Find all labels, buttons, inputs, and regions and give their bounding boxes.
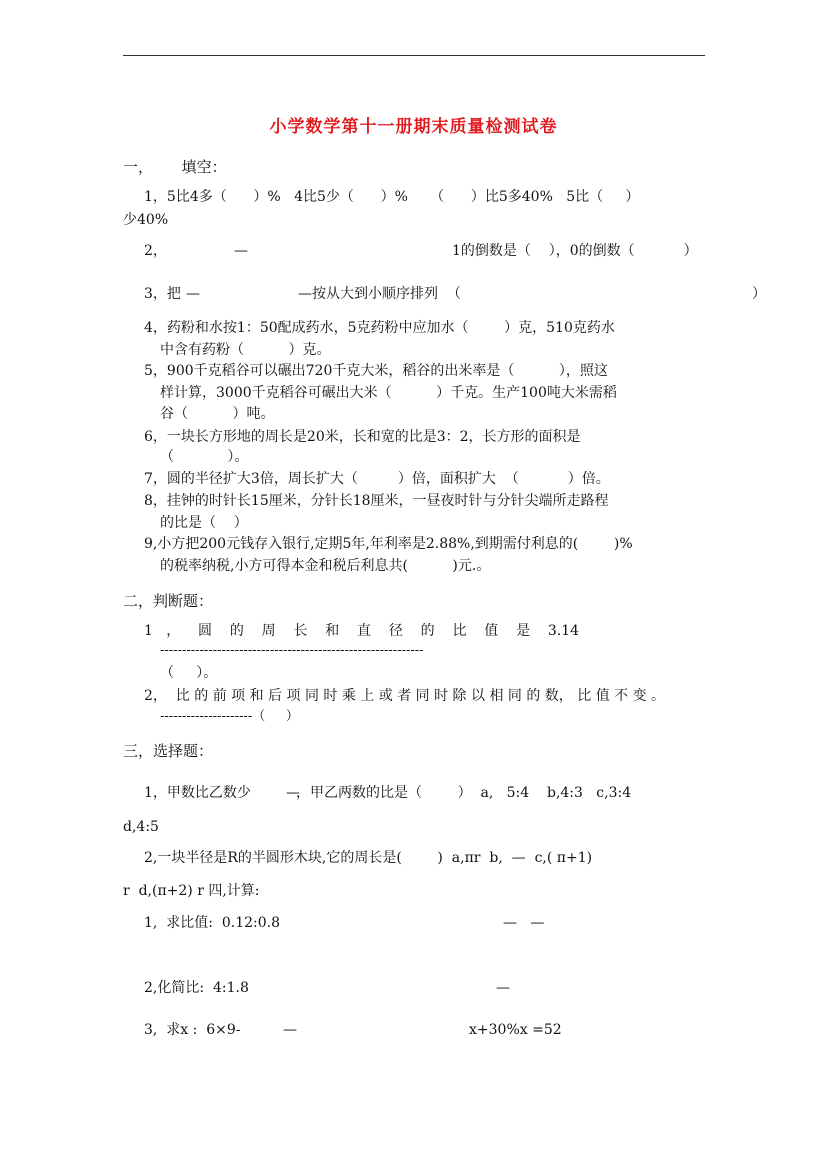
judge-q2-line1: 2， 比 的 前 项 和 后 项 同 时 乘 上 或 者 同 时 除 以 相 同 的 数， 比 值 不 变 。 — [144, 688, 666, 704]
fill-q6-line2: （ ）。 — [160, 449, 249, 465]
choice-q1-text: ，甲乙两数的比是（ ） a, 5:4 b,4:3 c,3:4 — [296, 785, 632, 801]
header-rule — [123, 55, 705, 56]
fill-q4-line2: 中含有药粉（ ）克。 — [160, 342, 331, 358]
calc-q3-equation: x+30%x =52 — [469, 1022, 562, 1038]
fill-q5-line2: 样计算，3000千克稻谷可碾出大米（ ）千克。生产100吨大米需稻 — [160, 385, 617, 401]
fill-q2-label: 2， — [144, 243, 167, 259]
calc-q2-fraction-mark: — — [496, 980, 510, 996]
judge-q1-dashes: ------------------------------------------------------------ — [160, 643, 424, 658]
page-title: 小学数学第十一册期末质量检测试卷 — [269, 117, 558, 137]
fill-q3-text: 按从大到小顺序排列 （ — [312, 286, 461, 302]
fill-q1-line1: 1，5比4多（ ）% 4比5少（ ）% （ ）比5多40% 5比（ ） — [144, 189, 640, 205]
judge-q1-line1: 1 ， 圆 的 周 长 和 直 径 的 比 值 是 3.14 — [144, 623, 580, 639]
fill-q8-line2: 的比是（ ） — [160, 515, 248, 531]
choice-q1-option-d: d,4:5 — [123, 819, 159, 835]
fill-q9-line1: 9,小方把200元钱存入银行,定期5年,年利率是2.88%,到期需付利息的( )% — [144, 536, 633, 552]
calc-q3-fraction-mark: — — [283, 1022, 297, 1038]
fill-q4-line1: 4，药粉和水按1：50配成药水，5克药粉中应加水（ ）克，510克药水 — [144, 320, 615, 336]
fill-q3-fraction-mark-1: — — [186, 286, 200, 302]
fill-q1-line2: 少40% — [123, 212, 169, 228]
calc-q3-text: 3, 求x : 6×9- — [144, 1022, 241, 1038]
fill-q6-line1: 6，一块长方形地的周长是20米，长和宽的比是3：2，长方形的面积是 — [144, 429, 581, 445]
section-fill-heading: 一， 填空： — [123, 158, 227, 176]
fill-q9-line2: 的税率纳税,小方可得本金和税后利息共( )元.。 — [160, 558, 491, 574]
choice-q1-label: 1，甲数比乙数少 — [144, 785, 251, 801]
section-judge-heading: 二，判断题： — [123, 592, 214, 610]
choice-q2-line2: r d,(π+2) r 四,计算: — [123, 883, 260, 899]
calc-q1-fraction-marks: — — — [503, 915, 545, 931]
fill-q5-line3: 谷（ ）吨。 — [160, 406, 275, 422]
calc-q1-text: 1, 求比值: 0.12:0.8 — [144, 915, 281, 931]
fill-q2-text: 1的倒数是（ ），0的倒数（ ） — [452, 243, 698, 259]
choice-q1-fraction-mark: — — [286, 785, 300, 801]
choice-q2-line1: 2,一块半径是R的半圆形木块,它的周长是( ) a,πr b, — c,( π+1) — [144, 850, 593, 866]
fill-q3-close-paren: ） — [752, 286, 766, 302]
section-choice-heading: 三，选择题： — [123, 742, 214, 760]
fill-q3-label: 3，把 — [144, 286, 181, 302]
fill-q7: 7，圆的半径扩大3倍，周长扩大（ ）倍，面积扩大 （ ）倍。 — [144, 471, 610, 487]
judge-q1-answer: （ ）。 — [160, 665, 218, 681]
calc-q2-text: 2,化简比: 4:1.8 — [144, 980, 249, 996]
judge-q2-dashes: ---------------------（ ） — [160, 709, 299, 724]
fill-q3-fraction-mark-2: — — [298, 286, 312, 302]
fill-q2-fraction-mark: — — [234, 243, 248, 259]
fill-q8-line1: 8，挂钟的时针长15厘米，分针长18厘米，一昼夜时针与分针尖端所走路程 — [144, 493, 609, 509]
fill-q5-line1: 5，900千克稻谷可以碾出720千克大米，稻谷的出米率是（ ），照这 — [144, 363, 608, 379]
